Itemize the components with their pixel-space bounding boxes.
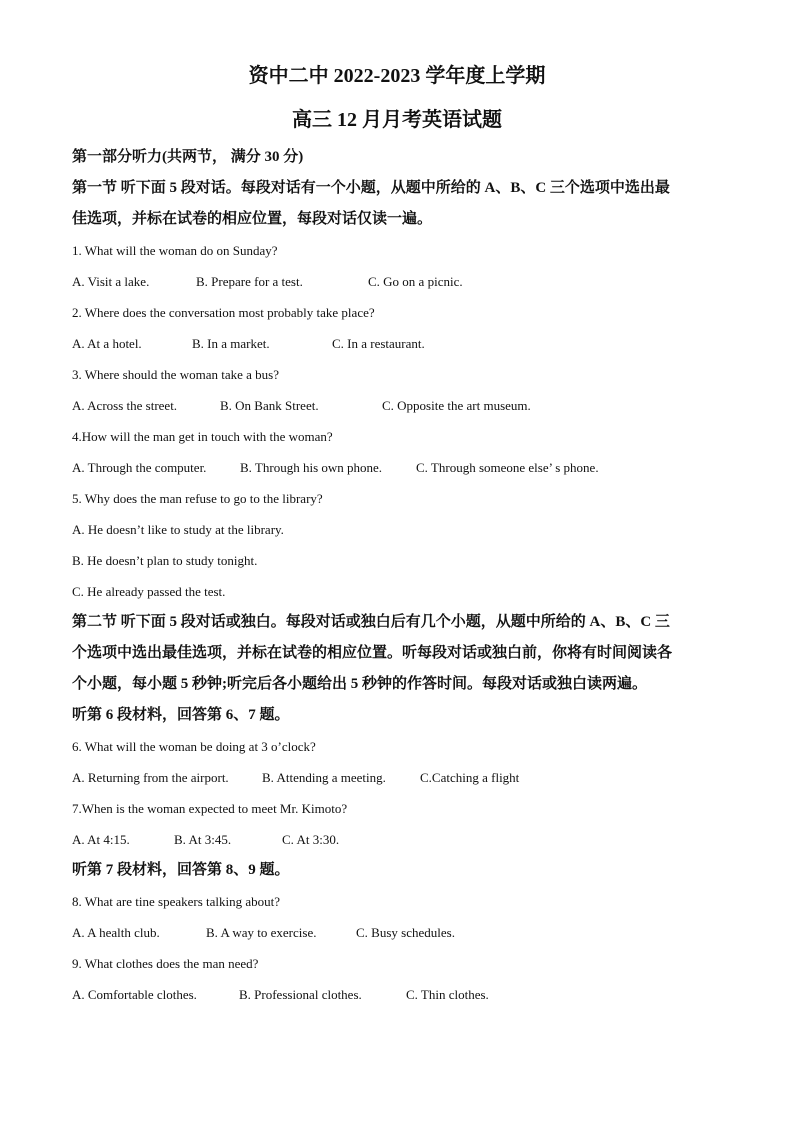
question-9-option-a: A. Comfortable clothes. xyxy=(72,987,197,1002)
question-4: 4.How will the man get in touch with the woman? xyxy=(72,429,333,444)
question-3-options xyxy=(72,390,722,421)
question-9-options xyxy=(72,979,722,1010)
question-1-option-c: C. Go on a picnic. xyxy=(368,274,463,289)
question-2: 2. Where does the conversation most probably take place? xyxy=(72,305,375,320)
question-2-option-c: C. In a restaurant. xyxy=(332,336,425,351)
question-4-option-b: B. Through his own phone. xyxy=(240,460,383,475)
question-1-options xyxy=(72,266,722,297)
question-5-option-b: B. He doesn’t plan to study tonight. xyxy=(72,553,258,568)
question-7-option-b: B. At 3:45. xyxy=(174,832,232,847)
exam-title-line2: 高三 12 月月考英语试题 xyxy=(292,109,502,131)
question-5: 5. Why does the man refuse to go to the library? xyxy=(72,491,323,506)
question-8-option-b: B. A way to exercise. xyxy=(206,925,317,940)
question-9-option-c: C. Thin clothes. xyxy=(406,987,489,1002)
section2-instruction-line1: 第二节 听下面 5 段对话或独白。每段对话或独白后有几个小题，从题中所给的 A、B、C 三 xyxy=(72,614,670,630)
question-4-option-c: C. Through someone else’ s phone. xyxy=(416,460,599,475)
question-6-option-c: C.Catching a flight xyxy=(420,770,520,785)
question-2-option-b: B. In a market. xyxy=(192,336,270,351)
section2-instruction-line3: 个小题，每小题 5 秒钟;听完后各小题给出 5 秒钟的作答时间。每段对话或独白读两遍。 xyxy=(72,676,647,692)
question-9: 9. What clothes does the man need? xyxy=(72,956,259,971)
question-8-option-a: A. A health club. xyxy=(72,925,160,940)
question-6-option-a: A. Returning from the airport. xyxy=(72,770,229,785)
question-5-option-a: A. He doesn’t like to study at the library. xyxy=(72,522,284,537)
exam-page xyxy=(72,62,722,1010)
passage6-heading: 听第 6 段材料，回答第 6、7 题。 xyxy=(72,707,290,723)
question-6: 6. What will the woman be doing at 3 o’clock? xyxy=(72,739,316,754)
question-4-option-a: A. Through the computer. xyxy=(72,460,207,475)
question-5-option-c: C. He already passed the test. xyxy=(72,584,226,599)
question-1-option-a: A. Visit a lake. xyxy=(72,274,150,289)
question-8-options xyxy=(72,917,722,948)
passage7-heading: 听第 7 段材料，回答第 8、9 题。 xyxy=(72,862,290,878)
question-6-option-b: B. Attending a meeting. xyxy=(262,770,386,785)
question-3-option-c: C. Opposite the art museum. xyxy=(382,398,531,413)
question-6-options xyxy=(72,762,722,793)
question-8: 8. What are tine speakers talking about? xyxy=(72,894,281,909)
question-3: 3. Where should the woman take a bus? xyxy=(72,367,279,382)
question-3-option-b: B. On Bank Street. xyxy=(220,398,319,413)
question-7: 7.When is the woman expected to meet Mr. Kimoto? xyxy=(72,801,348,816)
question-2-options xyxy=(72,328,722,359)
question-3-option-a: A. Across the street. xyxy=(72,398,178,413)
question-4-options xyxy=(72,452,722,483)
exam-title-line1: 资中二中 2022-2023 学年度上学期 xyxy=(248,65,546,87)
section2-instruction-line2: 个选项中选出最佳选项，并标在试卷的相应位置。听每段对话或独白前，你将有时间阅读各 xyxy=(72,645,673,661)
question-1-option-b: B. Prepare for a test. xyxy=(196,274,303,289)
section1-instruction-line2: 佳选项，并标在试卷的相应位置，每段对话仅读一遍。 xyxy=(72,211,433,227)
question-8-option-c: C. Busy schedules. xyxy=(356,925,455,940)
part1-heading: 第一部分听力(共两节， 满分 30 分) xyxy=(72,149,304,165)
question-2-option-a: A. At a hotel. xyxy=(72,336,142,351)
question-9-option-b: B. Professional clothes. xyxy=(239,987,362,1002)
question-7-option-a: A. At 4:15. xyxy=(72,832,130,847)
section1-instruction-line1: 第一节 听下面 5 段对话。每段对话有一个小题，从题中所给的 A、B、C 三个选项中选出最 xyxy=(72,180,670,196)
question-7-options xyxy=(72,824,722,855)
question-1: 1. What will the woman do on Sunday? xyxy=(72,243,278,258)
question-7-option-c: C. At 3:30. xyxy=(282,832,340,847)
